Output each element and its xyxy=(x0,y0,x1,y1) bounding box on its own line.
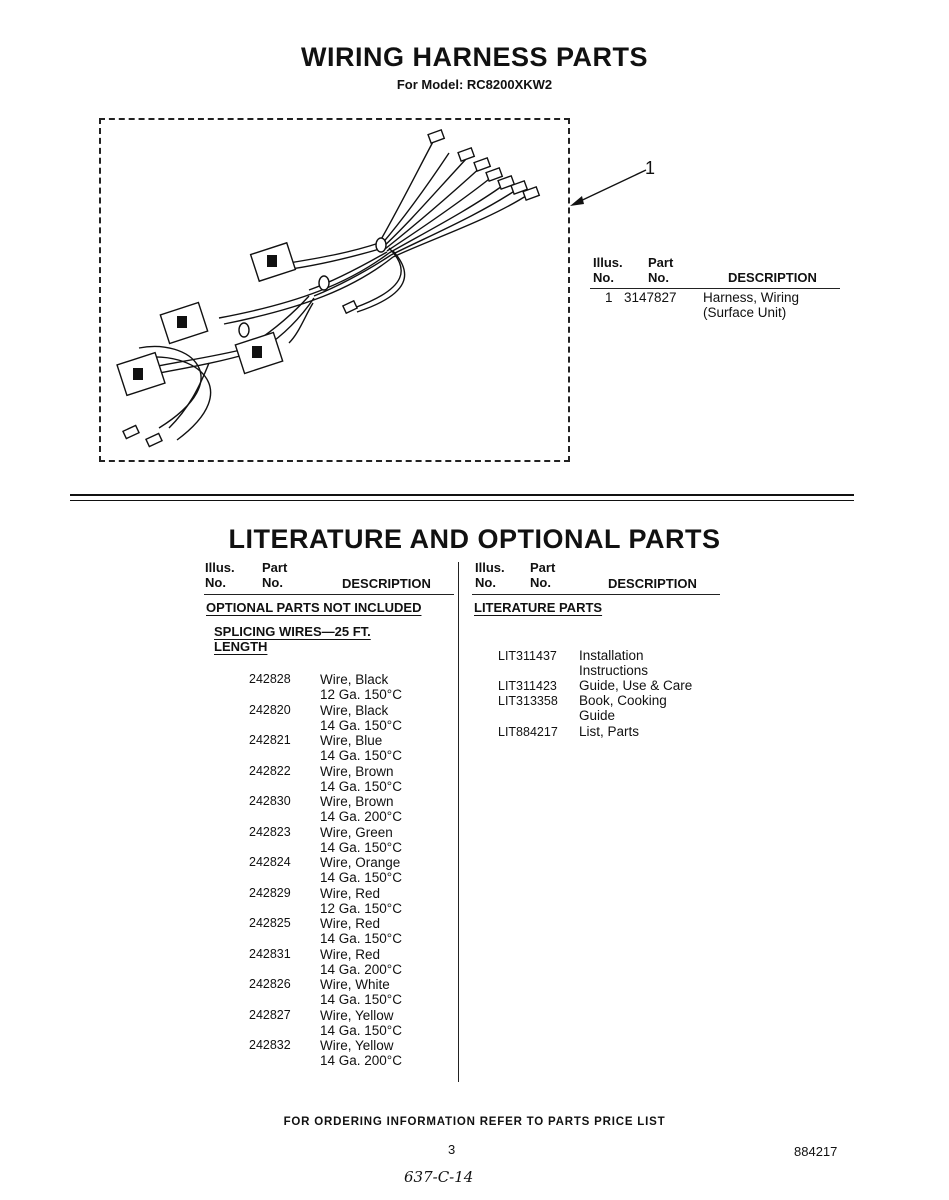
literature-part-desc: List, Parts xyxy=(579,724,640,739)
optional-part-desc: Wire, Green xyxy=(320,824,393,840)
optional-part-number: 242830 xyxy=(249,794,291,808)
optional-part-number: 242820 xyxy=(249,702,291,717)
model-subtitle: For Model: RC8200XKW2 xyxy=(396,77,553,92)
optional-part-spec: 14 Ga. 150°C xyxy=(320,931,402,946)
harness-row-desc-2: (Surface Unit) xyxy=(703,305,787,320)
optional-part-desc: Wire, Red xyxy=(320,885,381,901)
left-header-rule xyxy=(204,594,454,595)
page-title: WIRING HARNESS PARTS xyxy=(300,42,648,72)
right-illus-header: Illus. No. xyxy=(475,560,505,590)
right-desc-header: DESCRIPTION xyxy=(608,576,697,591)
literature-part-number: LIT884217 xyxy=(498,725,558,739)
harness-part-header: Part No. xyxy=(648,255,674,285)
optional-part-spec: 14 Ga. 150°C xyxy=(320,1022,402,1038)
optional-part-spec: 12 Ga. 150°C xyxy=(320,687,402,702)
optional-part-desc: Wire, Brown xyxy=(320,794,394,809)
literature-part-desc-2: Guide xyxy=(579,708,616,723)
ordering-note: FOR ORDERING INFORMATION REFER TO PARTS PRICE LIST xyxy=(283,1116,666,1128)
harness-row-part: 3147827 xyxy=(624,290,677,305)
optional-part-number: 242822 xyxy=(249,763,291,778)
optional-part-desc: Wire, Yellow xyxy=(320,1007,394,1023)
left-desc-header: DESCRIPTION xyxy=(342,576,431,591)
optional-part-number: 242823 xyxy=(249,824,291,839)
optional-part-desc: Wire, Blue xyxy=(320,733,383,748)
section-divider xyxy=(70,494,854,496)
optional-part-spec: 14 Ga. 200°C xyxy=(320,809,402,824)
optional-part-spec: 14 Ga. 150°C xyxy=(320,870,402,885)
literature-part-desc: Installation xyxy=(579,648,644,663)
harness-header-rule xyxy=(590,288,840,289)
harness-illus-header: Illus. No. xyxy=(593,255,623,285)
optional-part-number: 242828 xyxy=(249,672,291,686)
right-header-rule xyxy=(472,594,720,595)
optional-part-spec: 14 Ga. 150°C xyxy=(320,748,402,763)
harness-row-desc: Harness, Wiring xyxy=(703,290,800,305)
optional-part-desc: Wire, Red xyxy=(320,916,381,931)
optional-part-desc: Wire, Yellow xyxy=(320,1038,394,1053)
handwritten-note: 637-C-14 xyxy=(404,1168,474,1186)
literature-title: LITERATURE AND OPTIONAL PARTS xyxy=(228,524,721,554)
harness-desc-header: DESCRIPTION xyxy=(728,270,817,285)
optional-part-number: 242824 xyxy=(249,855,291,869)
optional-part-spec: 14 Ga. 150°C xyxy=(320,717,402,733)
literature-parts-heading: LITERATURE PARTS xyxy=(474,600,603,615)
optional-part-desc: Wire, Black xyxy=(320,702,389,718)
callout-number: 1 xyxy=(645,158,656,178)
optional-part-spec: 12 Ga. 150°C xyxy=(320,900,402,916)
literature-part-number: LIT311437 xyxy=(498,649,557,663)
optional-part-number: 242832 xyxy=(249,1038,291,1052)
optional-part-number: 242829 xyxy=(249,885,291,900)
page-number: 3 xyxy=(448,1142,456,1157)
optional-part-spec: 14 Ga. 200°C xyxy=(320,961,402,977)
right-part-header: Part No. xyxy=(530,560,556,590)
document-number: 884217 xyxy=(794,1144,838,1159)
optional-part-desc: Wire, Brown xyxy=(320,763,394,779)
optional-part-number: 242825 xyxy=(249,916,291,930)
literature-part-desc: Guide, Use & Care xyxy=(579,678,693,693)
optional-part-desc: Wire, Red xyxy=(320,946,381,962)
literature-part-desc-2: Instructions xyxy=(579,663,649,678)
section-divider-thin xyxy=(70,500,854,501)
harness-row-illus: 1 xyxy=(605,290,613,305)
optional-part-number: 242831 xyxy=(249,946,291,961)
wiring-harness-illustration xyxy=(99,118,569,463)
optional-part-number: 242821 xyxy=(249,733,291,747)
optional-part-desc: Wire, Orange xyxy=(320,855,401,870)
column-divider xyxy=(458,562,459,1082)
literature-part-number: LIT311423 xyxy=(498,679,557,693)
optional-part-desc: Wire, White xyxy=(320,977,390,992)
optional-part-desc: Wire, Black xyxy=(320,672,389,687)
callout-arrow xyxy=(568,160,648,210)
left-illus-header: Illus. No. xyxy=(205,560,235,590)
literature-part-desc: Book, Cooking xyxy=(579,693,667,708)
left-part-header: Part No. xyxy=(262,560,288,590)
optional-part-spec: 14 Ga. 150°C xyxy=(320,992,402,1007)
optional-part-spec: 14 Ga. 150°C xyxy=(320,778,402,794)
optional-part-number: 242826 xyxy=(249,977,291,991)
literature-part-number: LIT313358 xyxy=(498,694,558,708)
optional-parts-heading: OPTIONAL PARTS NOT INCLUDED xyxy=(206,600,422,615)
optional-part-spec: 14 Ga. 150°C xyxy=(320,839,402,855)
optional-part-number: 242827 xyxy=(249,1007,291,1022)
splicing-wires-heading: SPLICING WIRES—25 FT. LENGTH xyxy=(214,624,371,654)
optional-part-spec: 14 Ga. 200°C xyxy=(320,1053,402,1068)
